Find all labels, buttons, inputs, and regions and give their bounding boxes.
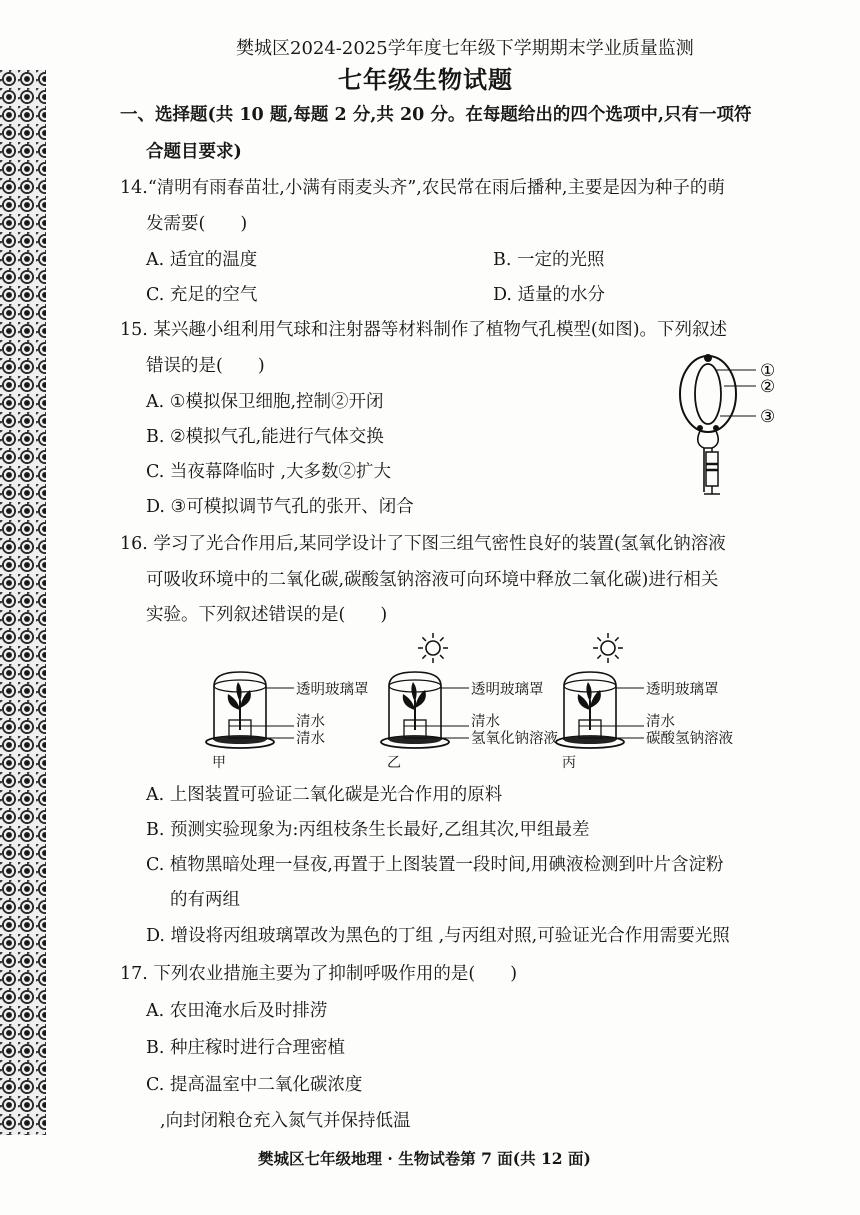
q14-option-d: D. 适量的水分 bbox=[493, 285, 606, 305]
tie-point-right bbox=[713, 425, 719, 431]
q15-option-b: B. ②模拟气孔,能进行气体交换 bbox=[146, 427, 384, 447]
q14-stem-line2: 发需要( ) bbox=[146, 214, 248, 234]
liquid-label-bottom: 碳酸氢钠溶液 bbox=[646, 731, 733, 747]
cover-label: 透明玻璃罩 bbox=[646, 682, 719, 698]
plant-leaf bbox=[586, 682, 591, 702]
plant-leaf bbox=[590, 690, 601, 708]
group-name: 丙 bbox=[562, 755, 576, 771]
liquid-label-top: 清水 bbox=[296, 714, 325, 730]
group-name: 甲 bbox=[212, 755, 226, 771]
q17-option-d: ,向封闭粮仓充入氮气并保持低温 bbox=[160, 1111, 411, 1131]
q16-option-d: D. 增设将丙组玻璃罩改为黑色的丁组 ,与丙组对照,可验证光合作用需要光照 bbox=[146, 926, 730, 946]
liquid-label-bottom: 氢氧化钠溶液 bbox=[471, 731, 558, 747]
plant-leaf bbox=[415, 690, 426, 708]
q16-stem-line3: 实验。下列叙述错误的是( ) bbox=[146, 605, 388, 625]
q14-option-c: C. 充足的空气 bbox=[146, 285, 258, 305]
q14-option-b: B. 一定的光照 bbox=[493, 250, 605, 270]
guard-cell-balloon-outer bbox=[680, 356, 736, 432]
sun-icon bbox=[601, 641, 615, 655]
section-heading-line1: 一、选择题(共 10 题,每题 2 分,共 20 分。在每题给出的四个选项中,只有一项符 bbox=[120, 105, 752, 125]
q16-option-c: C. 植物黑暗处理一昼夜,再置于上图装置一段时间,用碘液检测到叶片含淀粉 bbox=[146, 855, 724, 875]
plant-leaf bbox=[411, 682, 416, 702]
sun-icon bbox=[426, 641, 440, 655]
page-title: 七年级生物试题 bbox=[338, 65, 513, 94]
q15-option-d: D. ③可模拟调节气孔的张开、闭合 bbox=[146, 497, 414, 517]
cover-label: 透明玻璃罩 bbox=[296, 682, 369, 698]
q15-stem-line2: 错误的是( ) bbox=[146, 356, 265, 376]
q16-option-a: A. 上图装置可验证二氧化碳是光合作用的原料 bbox=[146, 785, 503, 805]
q17-option-a: A. 农田淹水后及时排涝 bbox=[146, 1001, 328, 1021]
section-heading-line2: 合题目要求) bbox=[146, 142, 242, 162]
tie-point-left bbox=[697, 425, 703, 431]
photosynthesis-apparatus-figure bbox=[200, 630, 740, 775]
q15-option-a: A. ①模拟保卫细胞,控制②开闭 bbox=[146, 392, 384, 412]
q17-stem-line1: 17. 下列农业措施主要为了抑制呼吸作用的是( ) bbox=[120, 964, 518, 984]
connector-tubes bbox=[698, 431, 719, 448]
tie-point-top bbox=[704, 354, 712, 362]
q16-stem-line2: 可吸收环境中的二氧化碳,碳酸氢钠溶液可向环境中释放二氧化碳)进行相关 bbox=[146, 570, 719, 590]
cover-label: 透明玻璃罩 bbox=[471, 682, 544, 698]
q17-option-b: B. 种庄稼时进行合理密植 bbox=[146, 1038, 345, 1058]
q14-option-a: A. 适宜的温度 bbox=[146, 250, 258, 270]
q17-option-c: C. 提高温室中二氧化碳浓度 bbox=[146, 1075, 363, 1095]
page-footer: 樊城区七年级地理 · 生物试卷第 7 面(共 12 面) bbox=[258, 1149, 591, 1168]
plant-leaf bbox=[236, 682, 241, 702]
group-name: 乙 bbox=[387, 755, 401, 771]
q14-stem-line1: 14.“清明有雨春苗壮,小满有雨麦头齐”,农民常在雨后播种,主要是因为种子的萌 bbox=[120, 178, 725, 198]
liquid-label-top: 清水 bbox=[471, 714, 500, 730]
figure-label-3: ③ bbox=[760, 407, 776, 427]
exam-title: 樊城区2024-2025学年度七年级下学期期末学业质量监测 bbox=[236, 38, 694, 59]
q16-stem-line1: 16. 学习了光合作用后,某同学设计了下图三组气密性良好的装置(氢氧化钠溶液 bbox=[120, 534, 726, 554]
q15-option-c: C. 当夜幕降临时 ,大多数②扩大 bbox=[146, 462, 392, 482]
q16-option-c-continued: 的有两组 bbox=[170, 890, 240, 910]
liquid-label-top: 清水 bbox=[646, 714, 675, 730]
q16-option-b: B. 预测实验现象为:丙组枝条生长最好,乙组其次,甲组最差 bbox=[146, 820, 590, 840]
plant-leaf bbox=[240, 690, 251, 708]
liquid-label-bottom: 清水 bbox=[296, 731, 325, 747]
stomata-model-figure bbox=[660, 352, 800, 502]
figure-label-2: ② bbox=[760, 377, 776, 397]
q15-stem-line1: 15. 某兴趣小组利用气球和注射器等材料制作了植物气孔模型(如图)。下列叙述 bbox=[120, 320, 728, 340]
left-decorative-border bbox=[0, 70, 46, 1135]
figure-label-1: ① bbox=[760, 361, 776, 381]
stoma-opening bbox=[695, 364, 721, 424]
